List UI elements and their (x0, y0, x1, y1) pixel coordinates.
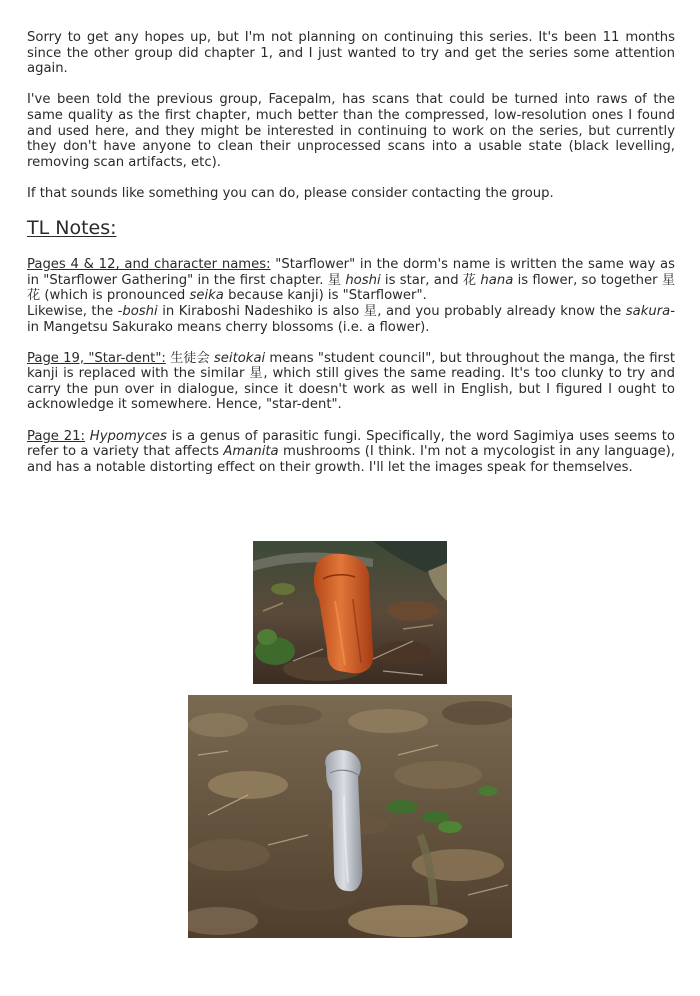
note-text: is star, and (380, 272, 463, 288)
note-pages-4-12 (27, 257, 675, 335)
note-text: Likewise, the (27, 303, 118, 319)
romaji: sakura- (625, 303, 675, 319)
romaji: seitokai (213, 350, 266, 366)
note-text: (which is pronounced (40, 288, 190, 304)
romaji: hoshi (345, 272, 381, 288)
note-label: Page 21: (27, 428, 85, 444)
lobster-mushroom-image (253, 541, 447, 684)
lobster-mushroom-photo (253, 541, 447, 684)
note-text: is a genus of parasitic fungi. Specifically, the word Sagimiya uses seems to refer to a variety that affects (27, 428, 675, 460)
kanji: 星 (249, 366, 264, 382)
kanji: 星花 (27, 272, 676, 304)
amanita-hypomyces-photo (188, 695, 512, 938)
note-page-21 (27, 429, 675, 476)
kanji: 星 (363, 303, 378, 319)
genus-name: Amanita (223, 444, 279, 460)
note-text: is flower, so together (513, 272, 662, 288)
intro-paragraph-2: I've been told the previous group, Facepalm, has scans that could be turned into raws of the same quality as the first chapter, much better than the compressed, low-resolution ones I found and used here, and they might be interested in continuing to work on the series, but currently they don't have anyone to clean their unprocessed scans into a usable state (black levelling, removing scan artifacts, etc). (27, 92, 675, 170)
romaji: seika (189, 288, 224, 304)
note-text: , and you probably already know the (377, 303, 626, 319)
romaji: hana (480, 272, 514, 288)
note-text: because kanji) is "Starflower". (223, 288, 427, 304)
tl-notes-heading: TL Notes: (27, 217, 117, 240)
romaji: -boshi (117, 303, 158, 319)
amanita-hypomyces-image (188, 695, 512, 938)
document-body (27, 30, 675, 475)
intro-paragraph-1: Sorry to get any hopes up, but I'm not planning on continuing this series. It's been 11 months since the other group did chapter 1, and I just wanted to try and get the series some attention again. (27, 30, 675, 77)
note-text: means "student council", but throughout the manga, the first kanji is replaced with the similar (27, 350, 676, 382)
note-text: in Kiraboshi Nadeshiko is also (157, 303, 364, 319)
note-label: Pages 4 & 12, and character names: (27, 257, 271, 273)
note-text: , which still gives the same reading. It's too clunky to try and carry the pun over in dialogue, since it doesn't work as well in English, but I figured I ought to acknowledge it somewhere. Hence, "star-dent". (27, 366, 676, 413)
note-text: in Mangetsu Sakurako means cherry blossoms (i.e. a flower). (27, 319, 430, 335)
kanji: 生徒会 (165, 350, 214, 366)
genus-name: Hypomyces (89, 428, 167, 444)
kanji: 花 (462, 272, 477, 288)
intro-paragraph-3: If that sounds like something you can do, please consider contacting the group. (27, 185, 554, 201)
note-page-19 (27, 351, 675, 413)
note-label: Page 19, "Star-dent": (27, 350, 166, 366)
note-text: mushrooms (I think. I'm not a mycologist in any language), and has a notable distorting effect on their growth. I'll let the images speak for themselves. (27, 444, 675, 475)
kanji: 星 (327, 272, 342, 288)
note-text: "Starflower" in the dorm's name is written the same way as in "Starflower Gathering" in the first chapter. (27, 257, 675, 288)
